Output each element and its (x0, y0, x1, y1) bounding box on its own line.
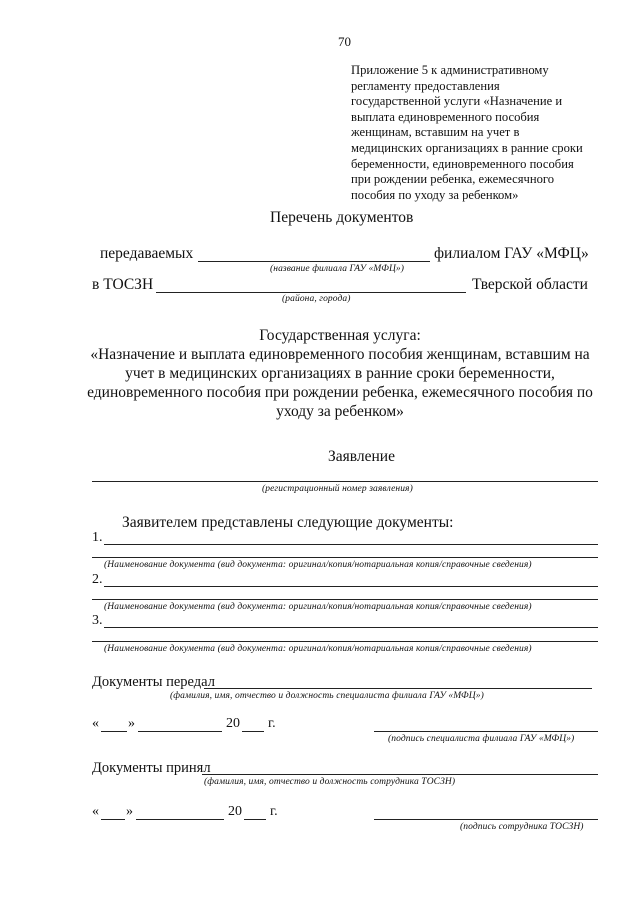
doc-item-field-2[interactable] (92, 599, 598, 600)
received-label: Документы принял (92, 760, 211, 776)
year-prefix: 20 (228, 804, 242, 819)
appendix-line: при рождении ребенка, ежемесячного (351, 172, 555, 187)
service-line-3: единовременного пособия при рождении ребенка, ежемесячного пособия по (87, 384, 593, 401)
appendix-line: государственной услуги «Назначение и (351, 94, 563, 109)
handed-by-field[interactable] (204, 688, 592, 689)
appendix-line: пособия по уходу за ребенком» (351, 187, 519, 202)
date-close-quote: » (126, 804, 133, 819)
docs-intro: Заявителем представлены следующие документы: (122, 514, 454, 531)
handed-caption: (фамилия, имя, отчество и должность специалиста филиала ГАУ «МФЦ») (170, 691, 484, 701)
appendix-line: Приложение 5 к административному (351, 63, 549, 77)
appendix-line: медицинских организациях в ранние сроки (351, 140, 583, 155)
service-line-4: уходу за ребенком» (276, 403, 404, 420)
doc-item-field-2[interactable] (92, 641, 598, 642)
mfc-signature-field[interactable] (374, 731, 598, 732)
date-month-field[interactable] (138, 731, 222, 732)
service-block (80, 326, 600, 421)
document-list-title: Перечень документов (270, 209, 414, 226)
application-title: Заявление (328, 448, 395, 465)
date-open-quote: « (92, 716, 99, 731)
service-heading: Государственная услуга: (259, 327, 421, 344)
region-label: Тверской области (472, 276, 588, 293)
doc-caption: (Наименование документа (вид документа: оригинал/копия/нотариальная копия/справочные сведения) (104, 644, 532, 654)
doc-item-number: 2. (92, 572, 103, 587)
received-caption: (фамилия, имя, отчество и должность сотрудника ТОСЗН) (204, 777, 456, 787)
appendix-line: регламенту предоставления (351, 78, 500, 93)
reg-number-caption: (регистрационный номер заявления) (262, 484, 413, 494)
handed-label: Документы передал (92, 674, 215, 690)
appendix-note (351, 63, 601, 203)
doc-item-field[interactable] (104, 544, 598, 545)
transmitted-label: передаваемых (100, 245, 194, 262)
branch-caption: (название филиала ГАУ «МФЦ») (270, 264, 405, 274)
branch-name-field[interactable] (198, 261, 430, 262)
district-caption: (района, города) (282, 294, 351, 304)
date-open-quote: « (92, 804, 99, 819)
reg-number-field[interactable] (92, 481, 598, 482)
doc-item-number: 1. (92, 530, 103, 545)
doc-item-field[interactable] (104, 627, 598, 628)
date-year-field[interactable] (244, 819, 266, 820)
date-year-field[interactable] (242, 731, 264, 732)
appendix-line: выплата единовременного пособия (351, 109, 540, 124)
date-day-field[interactable] (101, 819, 125, 820)
page-number: 70 (338, 34, 351, 49)
date-day-field[interactable] (101, 731, 127, 732)
appendix-line: женщинам, вставшим на учет в (351, 125, 520, 140)
doc-item-field[interactable] (104, 586, 598, 587)
doc-item-number: 3. (92, 613, 103, 628)
tosz-signature-field[interactable] (374, 819, 598, 820)
doc-caption: (Наименование документа (вид документа: оригинал/копия/нотариальная копия/справочные сведения) (104, 560, 532, 570)
tosz-signature-caption: (подпись сотрудника ТОСЗН) (460, 822, 584, 832)
district-field[interactable] (156, 292, 466, 293)
branch-label: филиалом ГАУ «МФЦ» (434, 245, 589, 262)
doc-item-field-2[interactable] (92, 557, 598, 558)
year-prefix: 20 (226, 716, 240, 731)
year-suffix: г. (270, 804, 278, 819)
tosz-label: в ТОСЗН (92, 276, 154, 293)
date-close-quote: » (128, 716, 135, 731)
received-by-field[interactable] (202, 774, 598, 775)
doc-caption: (Наименование документа (вид документа: оригинал/копия/нотариальная копия/справочные сведения) (104, 602, 532, 612)
service-line-2: учет в медицинских организациях в ранние сроки беременности, (125, 365, 555, 382)
year-suffix: г. (268, 716, 276, 731)
mfc-signature-caption: (подпись специалиста филиала ГАУ «МФЦ») (388, 734, 575, 744)
appendix-line: беременности, единовременного пособия (351, 156, 574, 171)
date-month-field[interactable] (136, 819, 224, 820)
service-line-1: «Назначение и выплата единовременного пособия женщинам, вставшим на (90, 346, 590, 363)
